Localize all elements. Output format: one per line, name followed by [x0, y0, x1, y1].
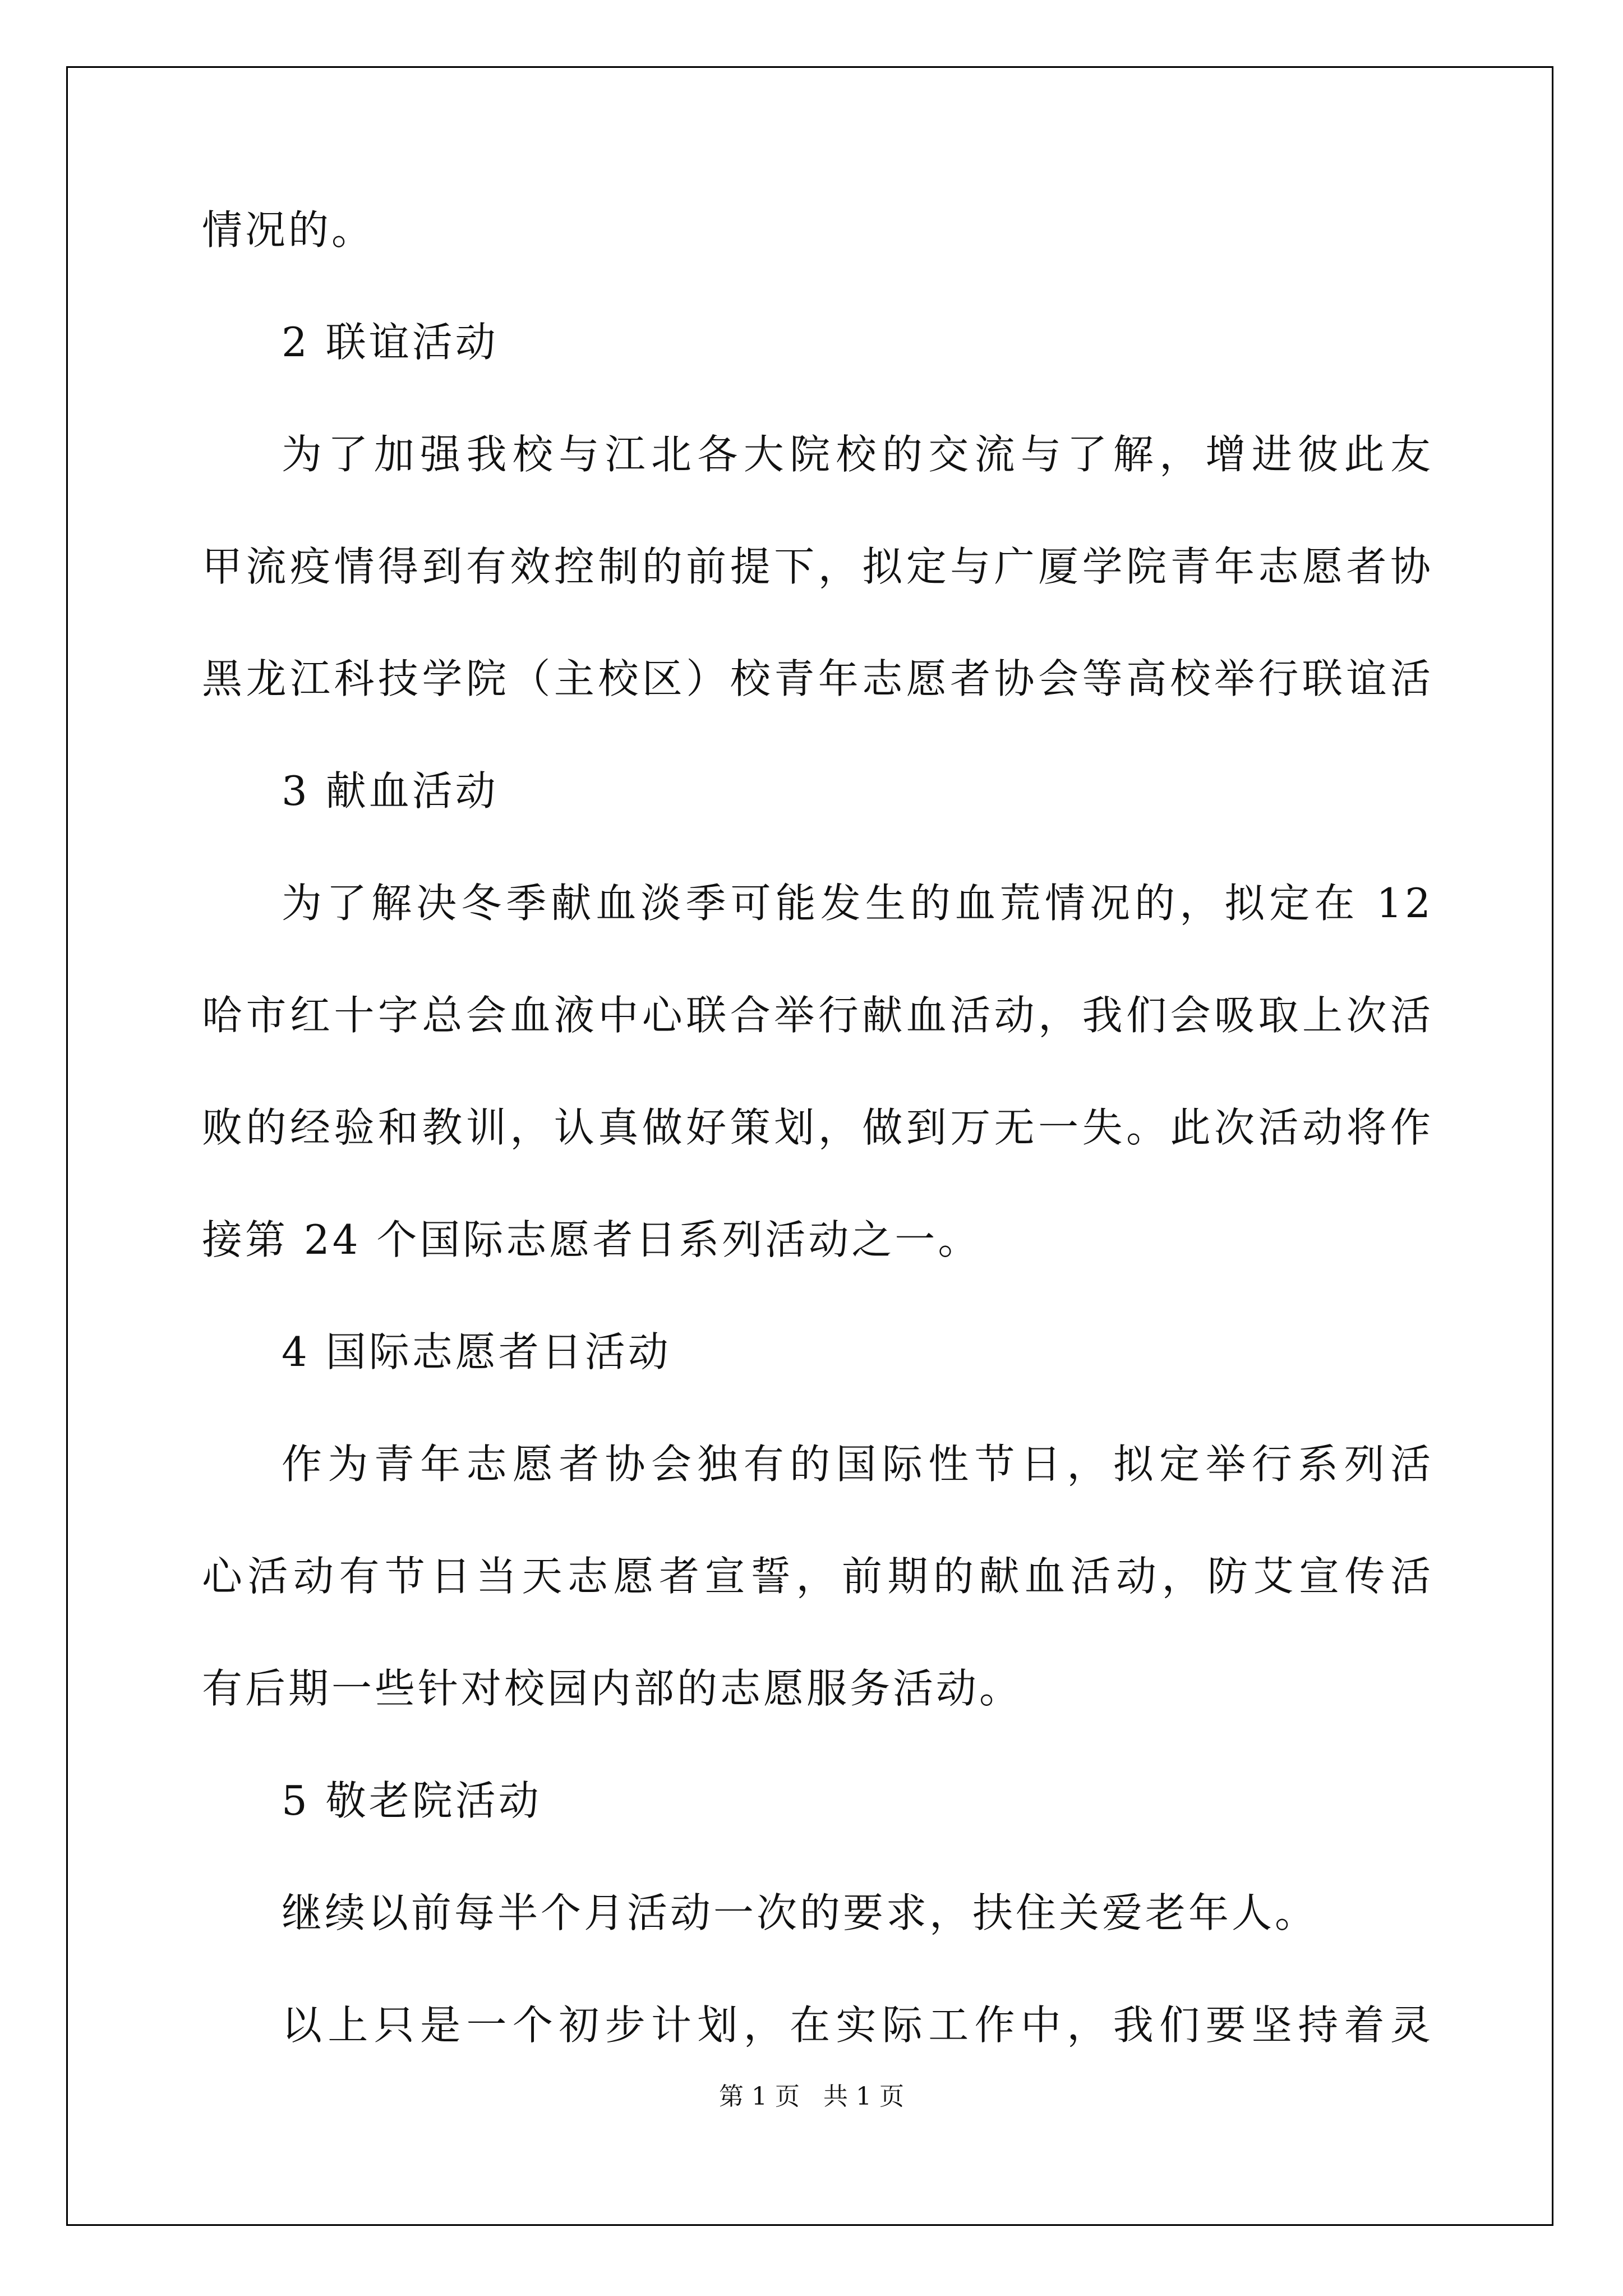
text-line: 哈市红十字总会血液中心联合举行献血活动，我们会吸取上次活	[202, 992, 1433, 1039]
text-line: 为了解决冬季献血淡季可能发生的血荒情况的，拟定在 12	[282, 880, 1433, 927]
section-heading: 3 献血活动	[282, 767, 499, 815]
section-heading: 4 国际志愿者日活动	[282, 1328, 671, 1375]
text-line: 甲流疫情得到有效控制的前提下，拟定与广厦学院青年志愿者协	[202, 543, 1433, 590]
text-line: 接第 24 个国际志愿者日系列活动之一。	[202, 1216, 981, 1263]
text-line: 继续以前每半个月活动一次的要求，扶住关爱老年人。	[282, 1889, 1318, 1936]
text-line: 情况的。	[202, 206, 375, 254]
section-heading: 2 联谊活动	[282, 319, 499, 366]
text-line: 作为青年志愿者协会独有的国际性节日，拟定举行系列活	[282, 1441, 1433, 1488]
text-line: 心活动有节日当天志愿者宣誓，前期的献血活动，防艾宣传活	[202, 1553, 1433, 1600]
section-heading: 5 敬老院活动	[282, 1777, 542, 1824]
page-footer: 第 1 页 共 1 页	[719, 2082, 904, 2111]
text-line: 以上只是一个初步计划，在实际工作中，我们要坚持着灵	[282, 2001, 1433, 2049]
text-line: 有后期一些针对校园内部的志愿服务活动。	[202, 1665, 1023, 1712]
text-line: 败的经验和教训，认真做好策划，做到万无一失。此次活动将作	[202, 1104, 1433, 1151]
text-line: 黑龙江科技学院（主校区）校青年志愿者协会等高校举行联谊活	[202, 655, 1433, 702]
text-line: 为了加强我校与江北各大院校的交流与了解，增进彼此友	[282, 431, 1433, 478]
